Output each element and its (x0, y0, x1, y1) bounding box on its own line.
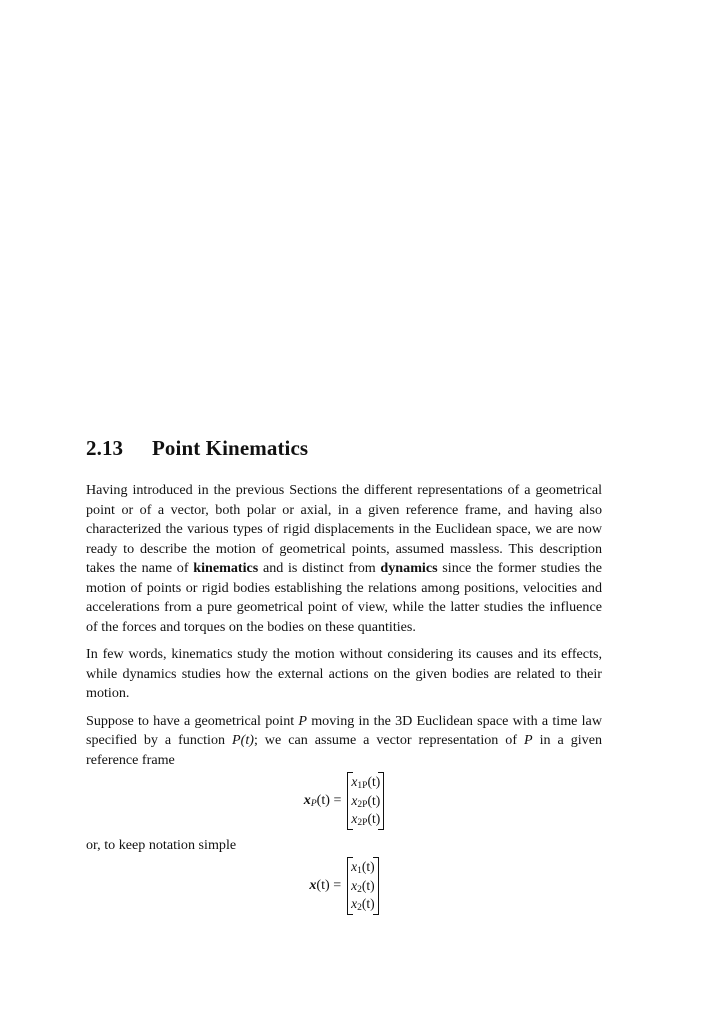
vector-entry: $x_{2P}(t)$ (351, 811, 381, 828)
equation-position-vector (86, 772, 602, 830)
text-run: ; we can assume a vector representation of (253, 732, 525, 748)
paragraph-notation: or, to keep notation simple (86, 836, 237, 853)
vector-entry: $x_1(t)$ (351, 859, 375, 876)
equation-lhs (304, 792, 342, 809)
text-run: since the former studies the motion of points or rigid bodies establishing the relations among positions, velocities and accelerations from a pure geometrical point of view, while the latter studies the influence of the forces and torques on the bodies on these quantities. (86, 560, 603, 635)
term-kinematics: kinematics (193, 560, 259, 576)
paragraph-intro (86, 481, 602, 637)
text-run: and is distinct from (258, 560, 381, 576)
section-heading (86, 436, 308, 461)
math-symbol: x (303, 792, 311, 809)
math-symbol: P (298, 712, 307, 729)
paragraph-point (86, 712, 602, 771)
math-subscript: P (310, 799, 317, 810)
text-run: in a given reference frame (86, 732, 603, 768)
section-number: 2.13 (86, 436, 124, 460)
vector-entry: $x_2(t)$ (351, 877, 375, 895)
text-run: Having introduced in the previous Sections the different representations of a geometrical point or of a vector, both polar or axial, in a given reference frame, and having also characterized the various types of rigid displacements in the Euclidean space, we are now ready to describe the motion of geometrical points, assumed massless. This description takes the name of (86, 482, 602, 576)
paragraph-summary: In few words, kinematics study the motion without considering its causes and its effects, while dynamics studies how the external actions on the given bodies are related to their motion. (86, 646, 602, 701)
section-body (86, 481, 602, 921)
section-title: Point Kinematics (152, 436, 309, 460)
math-symbol: P (524, 732, 533, 748)
text-run: Suppose to have a geometrical point (86, 712, 299, 729)
equation-lhs (309, 877, 341, 894)
vector-entry: $x_{1P}(t)$ (351, 774, 381, 791)
math-symbol: P(t) (232, 732, 254, 748)
vector-entry: $x_{2P}(t)$ (351, 792, 381, 810)
math-symbol: x (309, 877, 317, 894)
math-text: (t) = (316, 877, 342, 894)
math-text: (t) = (316, 792, 342, 809)
equation-simplified-vector (86, 857, 602, 915)
column-vector (347, 772, 384, 830)
text-run: moving in the 3D Euclidean space with a time law specified by a function (86, 712, 602, 748)
vector-entry: $x_2(t)$ (351, 896, 375, 913)
page (86, 0, 602, 1019)
term-dynamics: dynamics (380, 560, 438, 576)
column-vector (347, 857, 379, 915)
